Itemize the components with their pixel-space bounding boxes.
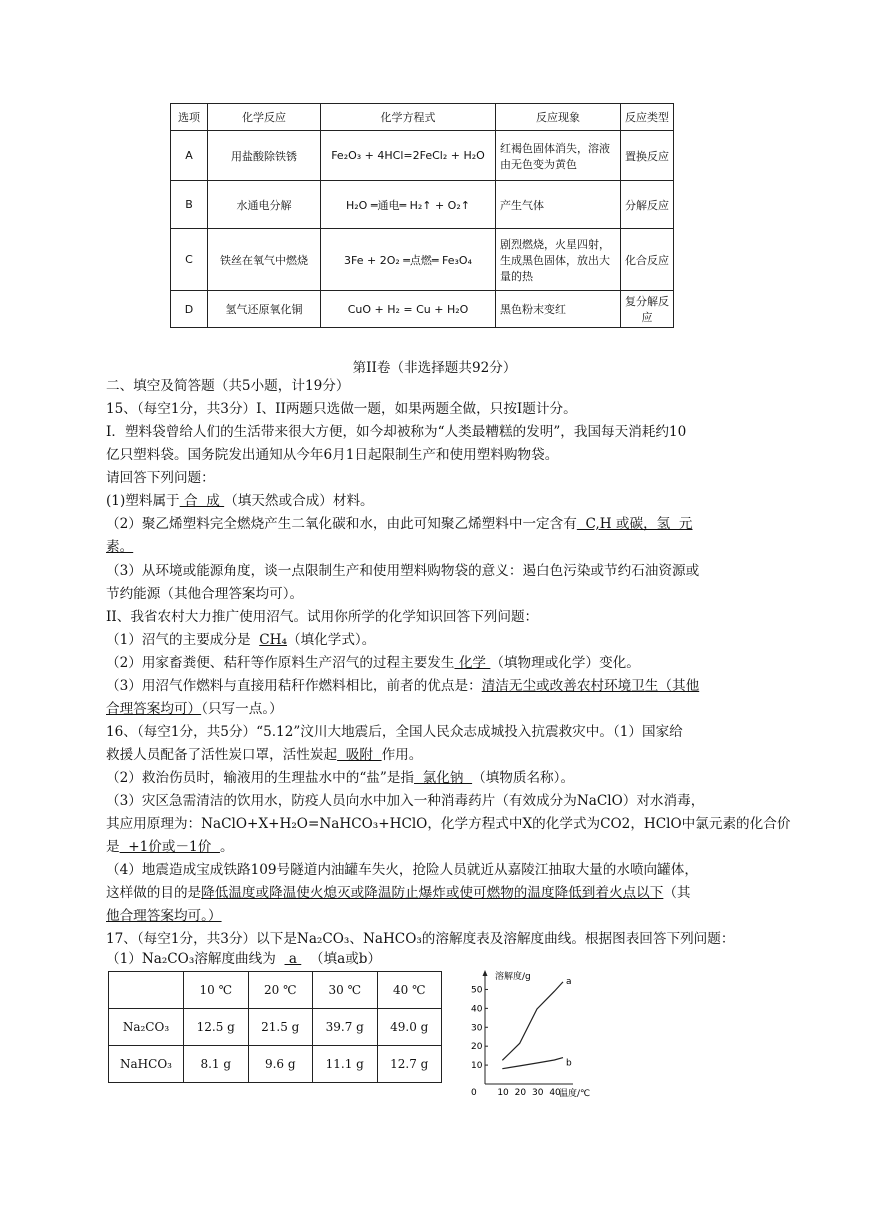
- answer: 吸附: [337, 747, 382, 763]
- series-line-b: [502, 1058, 563, 1069]
- table-row: [171, 181, 674, 229]
- answer: C,H 或碳，氢 元: [576, 516, 693, 532]
- q16-line: （4）地震造成宝成铁路109号隧道内油罐车失火，抢险人员就近从嘉陵江抽取大量的水喷向罐体，: [106, 862, 698, 878]
- table-row: [109, 1009, 442, 1046]
- text: （填天然或合成）材料。: [224, 493, 374, 509]
- text: （只写一点。）: [201, 701, 283, 717]
- text: （2）救治伤员时，输液用的生理盐水中的“盐”是指: [106, 770, 415, 786]
- x-tick-label: 30: [532, 1088, 544, 1098]
- solubility-chart: [463, 968, 603, 1098]
- q15-intro-line: 亿只塑料袋。国务院发出通知从今年6月1日起限制生产和使用塑料购物袋。: [106, 447, 559, 463]
- table-cell: 49.0 g: [377, 1009, 442, 1046]
- volume-title: 第II卷（非选择题共92分）: [352, 360, 517, 376]
- answer: 合理答案均可）: [106, 701, 202, 717]
- series-label-a: a: [566, 976, 572, 987]
- table-cell: B: [171, 181, 208, 229]
- q17-part1: [106, 950, 381, 969]
- text: (1)塑料属于: [106, 493, 180, 509]
- text: （填a或b）: [309, 951, 382, 967]
- x-tick-label: 0: [471, 1088, 477, 1098]
- table-cell: 3Fe + 2O₂ ═点燃═ Fe₃O₄: [321, 229, 496, 291]
- q16-line: [106, 769, 574, 788]
- table-cell: 用盐酸除铁锈: [208, 131, 321, 181]
- answer: 合 成: [179, 493, 225, 509]
- q15-part1: [106, 492, 374, 511]
- table-cell: NaHCO₃: [109, 1046, 184, 1083]
- text: （填化学式）。: [286, 632, 376, 648]
- q15-part2-cont: [106, 538, 133, 557]
- answer: 素。: [106, 539, 134, 555]
- table-row: [171, 291, 674, 328]
- table-cell: 21.5 g: [248, 1009, 313, 1046]
- x-tick-label: 20: [514, 1088, 527, 1098]
- section-heading: 二、填空及简答题（共5小题，计19分）: [106, 378, 350, 394]
- y-axis-label: 溶解度/g: [495, 972, 531, 982]
- table-cell: Fe₂O₃ + 4HCl=2FeCl₂ + H₂O: [321, 131, 496, 181]
- table-header-cell: 化学方程式: [321, 104, 496, 131]
- answer: 氯化钠: [414, 770, 473, 786]
- y-axis-arrow: [483, 970, 488, 976]
- table-cell: 剧烈燃烧，火星四射，生成黑色固体，放出大量的热: [496, 229, 621, 291]
- table-cell: 黑色粉末变红: [496, 291, 621, 328]
- table-cell: 12.5 g: [184, 1009, 249, 1046]
- table-header-cell: [109, 972, 184, 1009]
- solubility-table: [108, 971, 442, 1083]
- table-header-row: [109, 972, 442, 1009]
- q15-ii-part3-cont: [106, 700, 283, 719]
- q15-part2: [106, 515, 693, 534]
- q15-ask: 请回答下列问题：: [106, 470, 215, 486]
- q16-line: 其应用原理为：NaClO+X+H₂O=NaHCO₃+HClO，化学方程式中X的化学式为CO2，HClO中氯元素的化合价: [106, 816, 791, 832]
- table-cell: 红褐色固体消失，溶液由无色变为黄色: [496, 131, 621, 181]
- text: 救援人员配备了活性炭口罩，活性炭起: [106, 747, 338, 763]
- text: 作用。: [381, 747, 423, 763]
- q15-head: 15、（每空1分，共3分）I、II两题只选做一题，如果两题全做，只按I题计分。: [106, 401, 577, 417]
- text: （填物质名称）。: [472, 770, 575, 786]
- q16-line: [106, 838, 234, 857]
- text: （填物理或化学）变化。: [490, 655, 640, 671]
- table-cell: 置换反应: [621, 131, 674, 181]
- reaction-table: [170, 103, 674, 328]
- text: 这样做的目的是: [106, 885, 202, 901]
- answer: 他合理答案均可。）: [106, 908, 222, 924]
- table-header-cell: 40 ℃: [377, 972, 442, 1009]
- table-header-cell: 10 ℃: [184, 972, 249, 1009]
- table-cell: 11.1 g: [313, 1046, 378, 1083]
- y-tick-label: 20: [471, 1042, 483, 1053]
- q16-line: （3）灾区急需清洁的饮用水，防疫人员向水中加入一种消毒药片（有效成分为NaClO）对水消毒，: [106, 793, 705, 809]
- answer: 清洁无尘或改善农村环境卫生（其他: [481, 678, 700, 694]
- q17-head: 17、（每空1分，共3分）以下是Na₂CO₃、NaHCO₃的溶解度表及溶解度曲线。根据图表回答下列问题：: [106, 931, 735, 947]
- q15-intro-line: I．塑料袋曾给人们的生活带来很大方便，如今却被称为“人类最糟糕的发明”，我国每天消耗约10: [106, 424, 687, 440]
- y-tick-label: 40: [471, 1004, 483, 1015]
- x-tick-label: 40: [549, 1088, 561, 1098]
- answer: a: [284, 951, 302, 967]
- x-tick-label: 10: [497, 1088, 509, 1098]
- table-cell: CuO + H₂ = Cu + H₂O: [321, 291, 496, 328]
- text: （3）用沼气作燃料与直接用秸秆作燃料相比，前者的优点是：: [106, 678, 482, 694]
- answer: 化学: [454, 655, 491, 671]
- q16-line: [106, 746, 422, 765]
- x-axis-label: 温度/℃: [559, 1089, 591, 1098]
- answer: 降低温度或降温使火熄灭或降温防止爆炸或使可燃物的温度降低到着火点以下: [201, 885, 664, 901]
- answer: +1价或－1价: [119, 839, 220, 855]
- series-label-b: b: [566, 1058, 572, 1069]
- table-cell: 分解反应: [621, 181, 674, 229]
- table-cell: Na₂CO₃: [109, 1009, 184, 1046]
- q16-line: [106, 884, 691, 903]
- table-cell: 产生气体: [496, 181, 621, 229]
- table-header-cell: 化学反应: [208, 104, 321, 131]
- text: （2）用家畜粪便、秸秆等作原料生产沼气的过程主要发生: [106, 655, 455, 671]
- table-header-cell: 反应类型: [621, 104, 674, 131]
- table-cell: 化合反应: [621, 229, 674, 291]
- table-cell: 12.7 g: [377, 1046, 442, 1083]
- table-cell: C: [171, 229, 208, 291]
- y-tick-label: 50: [471, 985, 483, 996]
- text: 。: [219, 839, 234, 855]
- text: （1）Na₂CO₃溶解度曲线为: [106, 951, 276, 967]
- table-header-cell: 反应现象: [496, 104, 621, 131]
- table-cell: 复分解反应: [621, 291, 674, 328]
- table-row: [109, 1046, 442, 1083]
- table-cell: 铁丝在氧气中燃烧: [208, 229, 321, 291]
- q15-ii-part3: [106, 677, 699, 696]
- table-row: [171, 229, 674, 291]
- table-header-cell: 20 ℃: [248, 972, 313, 1009]
- q15-part3-cont: 节约能源（其他合理答案均可）。: [106, 586, 304, 602]
- y-tick-label: 10: [471, 1061, 483, 1072]
- table-cell: H₂O ═通电═ H₂↑ + O₂↑: [321, 181, 496, 229]
- table-cell: 39.7 g: [313, 1009, 378, 1046]
- table-cell: 9.6 g: [248, 1046, 313, 1083]
- text: 是: [106, 839, 120, 855]
- q16-line: [106, 907, 222, 926]
- q16-head: 16、（每空1分，共5分）“5.12”汶川大地震后，全国人民众志成城投入抗震救灾中。（1）国家给: [106, 724, 683, 740]
- table-header-cell: 选项: [171, 104, 208, 131]
- answer: CH₄: [259, 632, 287, 648]
- table-header-cell: 30 ℃: [313, 972, 378, 1009]
- text: （其: [663, 885, 691, 901]
- series-line-a: [502, 982, 563, 1060]
- text: （1）沼气的主要成分是: [106, 632, 251, 648]
- table-cell: 8.1 g: [184, 1046, 249, 1083]
- text: （2）聚乙烯塑料完全燃烧产生二氧化碳和水，由此可知聚乙烯塑料中一定含有: [106, 516, 577, 532]
- table-row: [171, 131, 674, 181]
- q15-ii-intro: II、我省农村大力推广使用沼气。试用你所学的化学知识回答下列问题：: [106, 609, 539, 625]
- q15-part3: （3）从环境或能源角度，谈一点限制生产和使用塑料购物袋的意义：遏白色污染或节约石油资源或: [106, 563, 700, 579]
- table-header-row: [171, 104, 674, 131]
- table-cell: A: [171, 131, 208, 181]
- table-cell: D: [171, 291, 208, 328]
- q15-ii-part2: [106, 654, 640, 673]
- table-cell: 水通电分解: [208, 181, 321, 229]
- q15-ii-part1: [106, 631, 375, 650]
- y-tick-label: 30: [471, 1023, 483, 1034]
- table-cell: 氢气还原氧化铜: [208, 291, 321, 328]
